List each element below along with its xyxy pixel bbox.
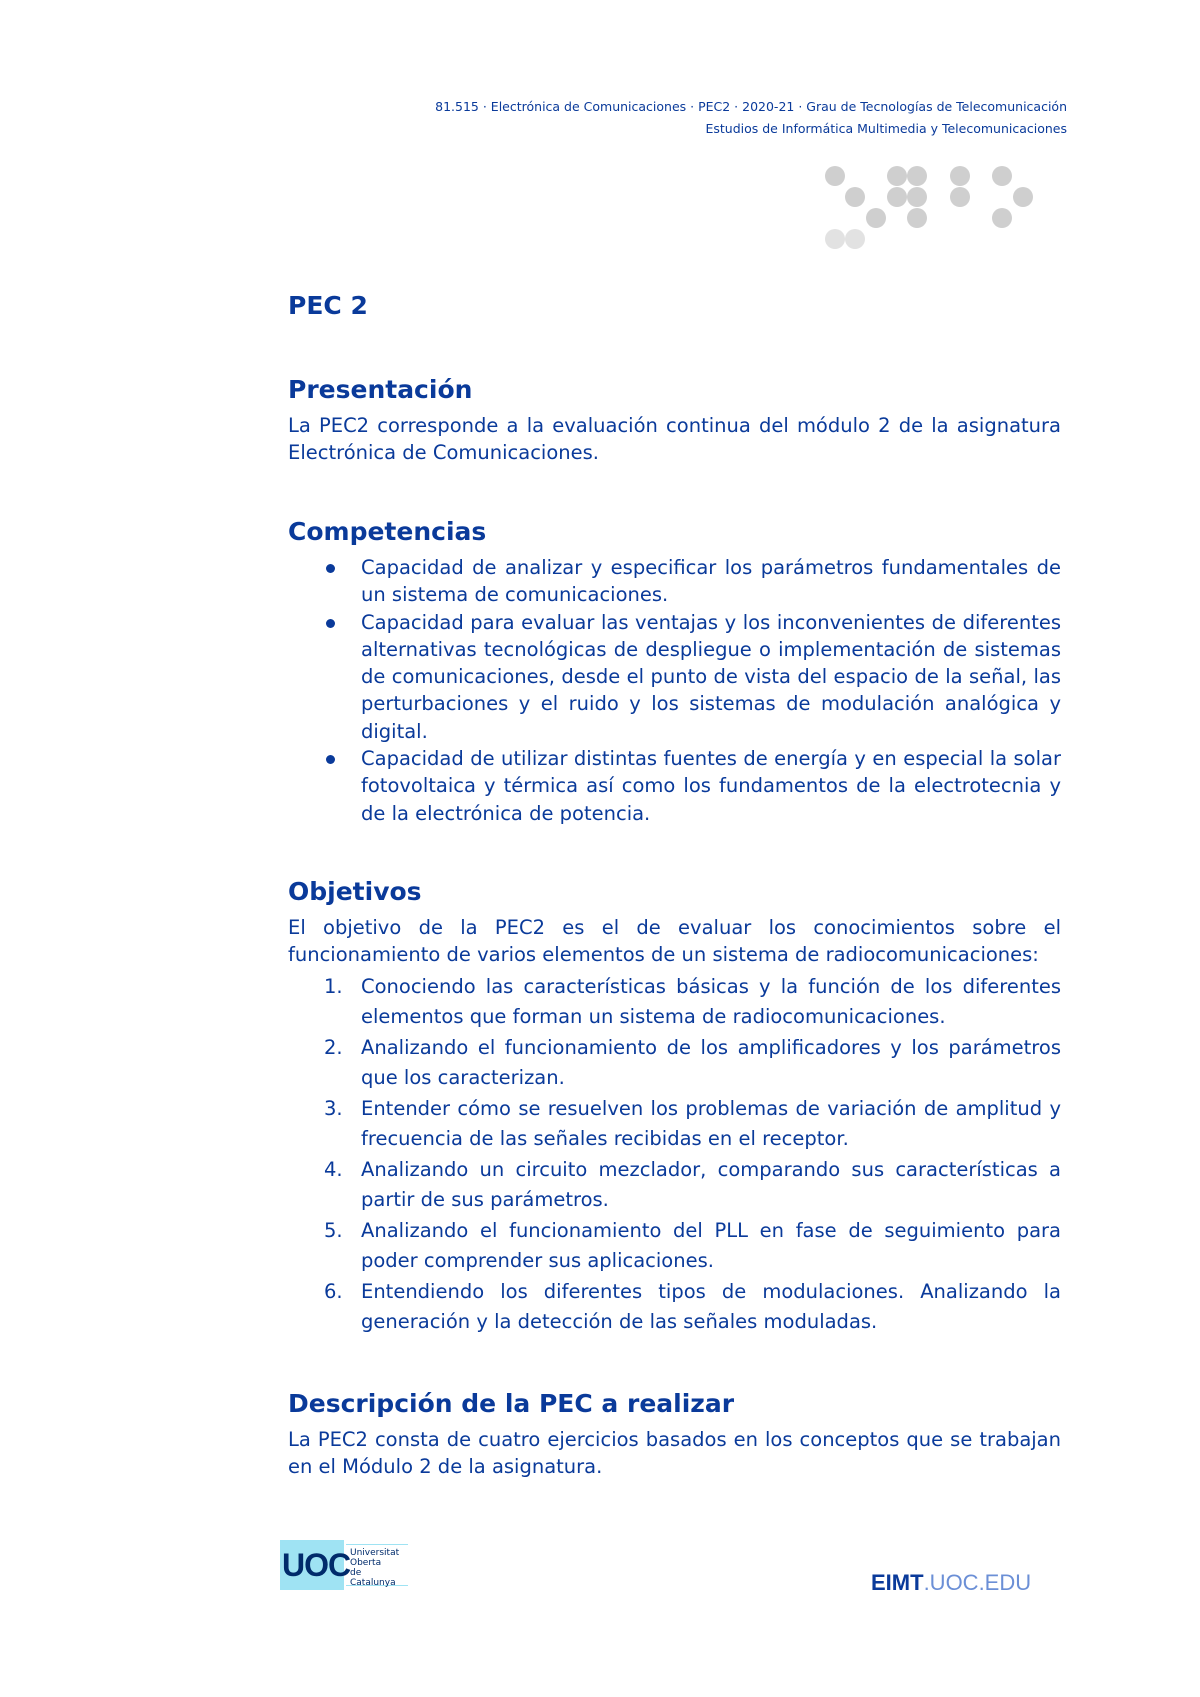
list-item [288,1277,1061,1338]
section-competencias [288,516,1061,827]
list-item-text: Capacidad para evaluar las ventajas y los inconvenientes de diferentes alternativas tecnológicas de despliegue o implementación de sistemas de comunicaciones, desde el punto de vista del espacio de la señal, las perturbaciones y el ruido y los sistemas de modulación analógica y digital. [361,610,1061,743]
list-number: 2. [324,1035,343,1059]
list-number: 5. [324,1218,343,1242]
heading-objetivos: Objetivos [288,876,422,906]
list-item [288,554,1061,609]
dots-decoration-icon [825,165,1065,265]
heading-descripcion: Descripción de la PEC a realizar [288,1388,735,1418]
bullet-icon [326,619,335,628]
list-item-text: Entendiendo los diferentes tipos de modulaciones. Analizando la generación y la detección de las señales moduladas. [361,1279,1061,1334]
bullet-icon [326,564,335,573]
uoc-name-line: de Catalunya [350,1568,396,1588]
page-header [435,96,1067,140]
list-item [288,1216,1061,1277]
header-studies-line: Estudios de Informática Multimedia y Telecomunicaciones [705,121,1067,136]
paragraph-objetivos: El objetivo de la PEC2 es el de evaluar los conocimientos sobre el funcionamiento de varios elementos de un sistema de radiocomunicaciones: [288,915,1061,966]
list-item [288,745,1061,827]
uoc-logo-mark: UOC [280,1540,344,1590]
competencias-list [288,554,1061,827]
list-item-text: Conociendo las características básicas y la función de los diferentes elementos que forman un sistema de radiocomunicaciones. [361,974,1061,1029]
uoc-name-line: Universitat [350,1548,400,1558]
list-item [288,1033,1061,1094]
section-objetivos [288,876,1061,1338]
list-item [288,1155,1061,1216]
section-descripcion [288,1388,1061,1480]
paragraph-descripcion: La PEC2 consta de cuatro ejercicios basados en los conceptos que se trabajan en el Módulo 2 de la asignatura. [288,1427,1061,1478]
paragraph-presentacion: La PEC2 corresponde a la evaluación continua del módulo 2 de la asignatura Electrónica de Comunicaciones. [288,414,1061,464]
document-body [288,290,1061,1480]
uoc-logo-name [346,1544,408,1586]
page-title: PEC 2 [288,291,368,320]
header-course-line: 81.515 · Electrónica de Comunicaciones · PEC2 · 2020-21 · Grau de Tecnologías de Telecomunicación [435,99,1067,114]
objetivos-list [288,972,1061,1338]
uoc-name-line: Oberta [350,1558,382,1568]
list-number: 1. [324,974,343,998]
list-item-text: Capacidad de analizar y especificar los parámetros fundamentales de un sistema de comunicaciones. [361,556,1061,607]
list-item-text: Analizando el funcionamiento de los amplificadores y los parámetros que los caracterizan. [361,1035,1061,1090]
uoc-logo [280,1540,408,1590]
section-presentacion [288,374,1061,466]
heading-presentacion: Presentación [288,375,473,404]
heading-competencias: Competencias [288,517,487,546]
list-item [288,609,1061,745]
list-item-text: Capacidad de utilizar distintas fuentes de energía y en especial la solar fotovoltaica y térmica así como los fundamentos de la electrotecnia y de la electrónica de potencia. [361,747,1061,825]
list-item-text: Entender cómo se resuelven los problemas de variación de amplitud y frecuencia de las señales recibidas en el receptor. [361,1096,1061,1151]
eimt-logo [871,1570,1031,1596]
eimt-logo-domain: .UOC.EDU [923,1570,1032,1595]
list-number: 6. [324,1279,343,1303]
list-number: 3. [324,1096,343,1120]
list-item-text: Analizando el funcionamiento del PLL en fase de seguimiento para poder comprender sus aplicaciones. [361,1218,1061,1273]
list-item-text: Analizando un circuito mezclador, comparando sus características a partir de sus parámetros. [361,1157,1061,1212]
list-item [288,972,1061,1033]
list-number: 4. [324,1157,343,1181]
bullet-icon [326,755,335,764]
list-item [288,1094,1061,1155]
eimt-logo-bold: EIMT [871,1570,924,1595]
